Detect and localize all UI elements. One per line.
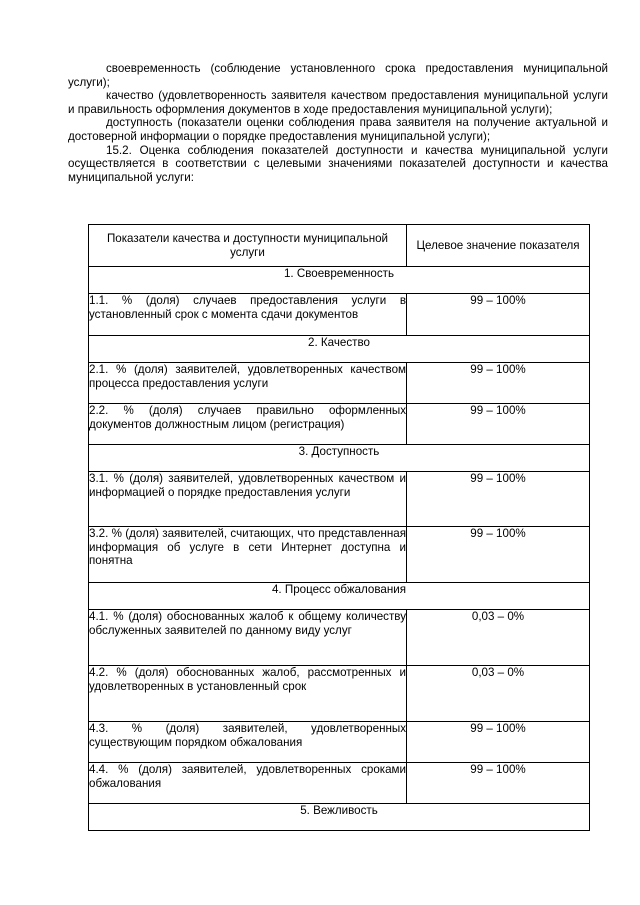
target-value-cell: 0,03 – 0% xyxy=(407,610,590,666)
section-row xyxy=(89,445,590,472)
table-row xyxy=(89,722,590,763)
section-title: 1. Своевременность xyxy=(89,267,590,294)
target-value-cell: 0,03 – 0% xyxy=(407,666,590,722)
indicator-cell: 2.1. % (доля) заявителей, удовлетворенных качеством процесса предоставления услуги xyxy=(89,363,407,404)
table-row xyxy=(89,294,590,336)
table-row xyxy=(89,527,590,583)
table-row xyxy=(89,763,590,804)
indicator-cell: 2.2. % (доля) случаев правильно оформленных документов должностным лицом (регистрация) xyxy=(89,404,407,445)
indicator-cell: 4.1. % (доля) обоснованных жалоб к общему количеству обслуженных заявителей по данному виду услуг xyxy=(89,610,407,666)
table-header-row xyxy=(89,225,590,267)
intro-text xyxy=(68,62,608,184)
target-value-cell: 99 – 100% xyxy=(407,404,590,445)
intro-paragraph: 15.2. Оценка соблюдения показателей доступности и качества муниципальной услуги осуществляется в соответствии с целевыми значениями показателей доступности и качества муниципальной услуги: xyxy=(68,143,608,184)
table-row xyxy=(89,363,590,404)
target-value-cell: 99 – 100% xyxy=(407,363,590,404)
table-row xyxy=(89,610,590,666)
indicator-cell: 1.1. % (доля) случаев предоставления услуги в установленный срок с момента сдачи документов xyxy=(89,294,407,336)
indicator-cell: 4.3. % (доля) заявителей, удовлетворенных существующим порядком обжалования xyxy=(89,722,407,763)
indicator-cell: 3.1. % (доля) заявителей, удовлетворенных качеством и информацией о порядке предоставления услуги xyxy=(89,472,407,527)
header-target-value: Целевое значение показателя xyxy=(407,225,590,267)
intro-paragraph: своевременность (соблюдение установленного срока предоставления муниципальной услуги); xyxy=(68,62,608,89)
target-value-cell: 99 – 100% xyxy=(407,763,590,804)
section-row xyxy=(89,804,590,831)
section-title: 5. Вежливость xyxy=(89,804,590,831)
indicator-cell: 4.4. % (доля) заявителей, удовлетворенных сроками обжалования xyxy=(89,763,407,804)
target-value-cell: 99 – 100% xyxy=(407,472,590,527)
section-title: 3. Доступность xyxy=(89,445,590,472)
intro-paragraph: качество (удовлетворенность заявителя качеством предоставления муниципальной услуги и правильность оформления документов в ходе предоставления муниципальной услуги); xyxy=(68,89,608,116)
target-value-cell: 99 – 100% xyxy=(407,527,590,583)
target-value-cell: 99 – 100% xyxy=(407,294,590,336)
section-title: 2. Качество xyxy=(89,336,590,363)
indicator-cell: 3.2. % (доля) заявителей, считающих, что представленная информация об услуге в сети Интернет доступна и понятна xyxy=(89,527,407,583)
section-row xyxy=(89,583,590,610)
table-row xyxy=(89,404,590,445)
section-row xyxy=(89,336,590,363)
intro-paragraph: доступность (показатели оценки соблюдения права заявителя на получение актуальной и достоверной информации о порядке предоставления муниципальной услуги); xyxy=(68,116,608,143)
indicator-cell: 4.2. % (доля) обоснованных жалоб, рассмотренных и удовлетворенных в установленный срок xyxy=(89,666,407,722)
table-row xyxy=(89,472,590,527)
header-indicator: Показатели качества и доступности муниципальной услуги xyxy=(89,225,407,267)
section-title: 4. Процесс обжалования xyxy=(89,583,590,610)
target-value-cell: 99 – 100% xyxy=(407,722,590,763)
table-row xyxy=(89,666,590,722)
section-row xyxy=(89,267,590,294)
indicators-table xyxy=(88,224,590,831)
